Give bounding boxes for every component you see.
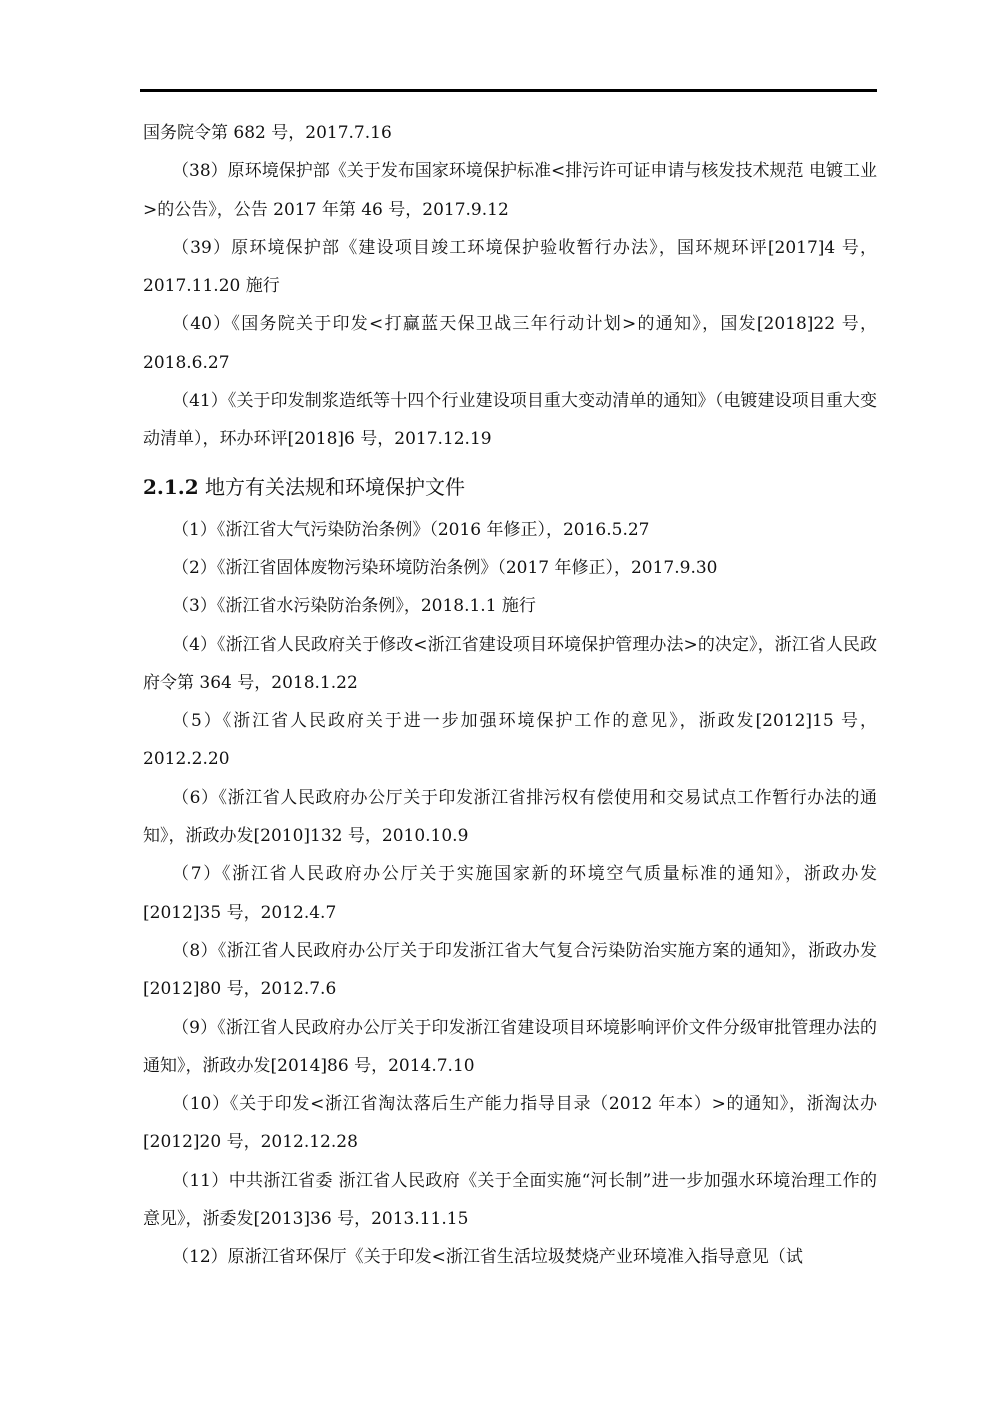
list-item: （2）《浙江省固体废物污染环境防治条例》（2017 年修正），2017.9.30 xyxy=(172,557,718,578)
continued-line: 国务院令第 682 号，2017.7.16 xyxy=(143,123,392,143)
section-title: 地方有关法规和环境保护文件 xyxy=(205,474,466,499)
list-item: （12）原浙江省环保厅《关于印发<浙江省生活垃圾焚烧产业环境准入指导意见（试 xyxy=(172,1247,803,1268)
section-heading xyxy=(143,475,877,499)
list-item: （9）《浙江省人民政府办公厅关于印发浙江省建设项目环境影响评价文件分级审批管理办法的通知》，浙政办发[2014]86 号，2014.7.10 xyxy=(143,1017,877,1076)
document-body xyxy=(143,114,877,1277)
list-item: （4）《浙江省人民政府关于修改<浙江省建设项目环境保护管理办法>的决定》，浙江省人民政府令第 364 号，2018.1.22 xyxy=(143,634,877,693)
list-item: （6）《浙江省人民政府办公厅关于印发浙江省排污权有偿使用和交易试点工作暂行办法的通知》，浙政办发[2010]132 号，2010.10.9 xyxy=(143,787,877,847)
list-item: （40）《国务院关于印发<打赢蓝天保卫战三年行动计划>的通知》，国发[2018]22 号，2018.6.27 xyxy=(143,314,877,373)
list-item: （7）《浙江省人民政府办公厅关于实施国家新的环境空气质量标准的通知》，浙政办发[2012]35 号，2012.4.7 xyxy=(143,864,877,923)
header-rule xyxy=(140,89,877,92)
list-item: （8）《浙江省人民政府办公厅关于印发浙江省大气复合污染防治实施方案的通知》，浙政办发[2012]80 号，2012.7.6 xyxy=(143,940,877,1000)
list-item: （10）《关于印发<浙江省淘汰落后生产能力指导目录（2012 年本）>的通知》，浙淘汰办[2012]20 号，2012.12.28 xyxy=(143,1094,877,1153)
list-item: （1）《浙江省大气污染防治条例》（2016 年修正），2016.5.27 xyxy=(172,519,650,540)
list-item: （38）原环境保护部《关于发布国家环境保护标准<排污许可证申请与核发技术规范 电镀工业>的公告》，公告 2017 年第 46 号，2017.9.12 xyxy=(143,161,877,220)
section-number: 2.1.2 xyxy=(143,474,199,499)
list-item: （11）中共浙江省委 浙江省人民政府《关于全面实施“河长制”进一步加强水环境治理工作的意见》，浙委发[2013]36 号，2013.11.15 xyxy=(143,1170,877,1230)
list-item: （3）《浙江省水污染防治条例》，2018.1.1 施行 xyxy=(172,596,536,617)
list-item: （41）《关于印发制浆造纸等十四个行业建设项目重大变动清单的通知》（电镀建设项目重大变动清单），环办环评[2018]6 号，2017.12.19 xyxy=(143,391,877,450)
list-item: （39）原环境保护部《建设项目竣工环境保护验收暂行办法》，国环规环评[2017]4 号，2017.11.20 施行 xyxy=(143,237,877,297)
list-item: （5）《浙江省人民政府关于进一步加强环境保护工作的意见》，浙政发[2012]15 号，2012.2.20 xyxy=(143,711,877,770)
